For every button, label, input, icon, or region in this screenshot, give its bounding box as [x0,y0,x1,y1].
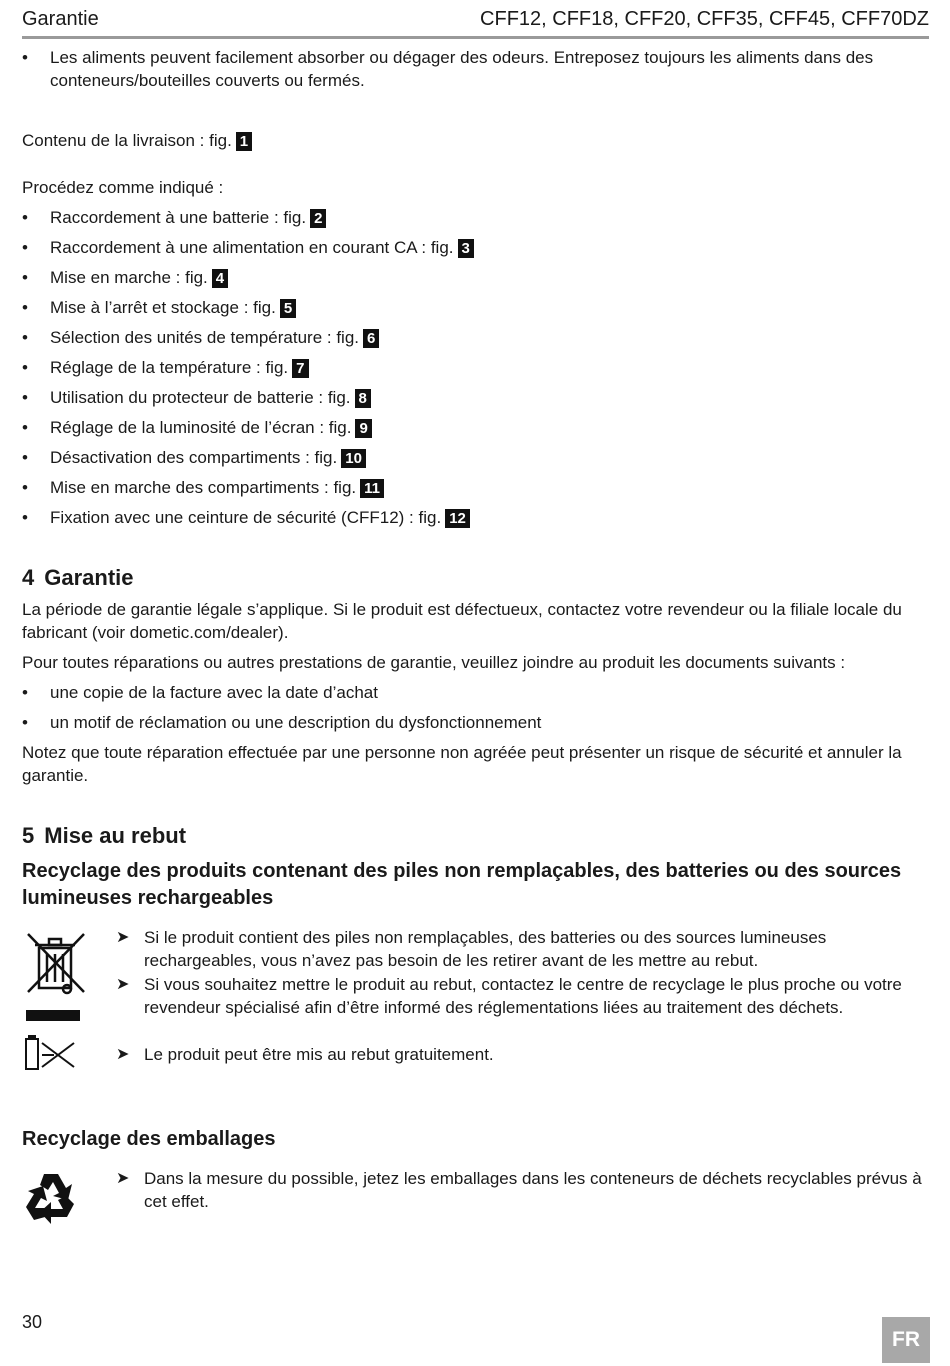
packaging-instruction-text: Dans la mesure du possible, jetez les emballages dans les conteneurs de déchets recyclables prévus à cet effet. [144,1169,922,1211]
procedure-item-text: Raccordement à une batterie : fig. [50,208,307,227]
fig-badge: 1 [236,132,252,151]
procedure-item [22,206,927,229]
section-heading-garantie [22,565,134,591]
bullet-dot: • [22,683,28,702]
header-section: Garantie [22,8,99,30]
disposal-instruction [116,1043,926,1066]
bullet-dot: • [22,208,28,227]
procedure-item [22,506,927,529]
bullet-dot: • [22,418,28,437]
arrow-icon: ➤ [116,976,130,993]
fig-badge: 3 [458,239,474,258]
procedure-item-text: Réglage de la température : fig. [50,358,289,377]
procedure-item [22,236,927,259]
disposal-instruction-text: Le produit peut être mis au rebut gratuitement. [144,1045,494,1064]
procedure-item-text: Mise en marche des compartiments : fig. [50,478,357,497]
bullet-dot: • [22,358,28,377]
procedure-item-text: Mise en marche : fig. [50,268,208,287]
procedure-item-text: Raccordement à une alimentation en courant CA : fig. [50,238,454,257]
garantie-paragraph: Notez que toute réparation effectuée par une personne non agréée peut présenter un risque de sécurité et annuler la garantie. [22,743,902,785]
fig-badge: 4 [212,269,228,288]
garantie-paragraph: La période de garantie légale s’applique. Si le produit est défectueux, contactez votre revendeur ou la filiale locale du fabricant (voir dometic.com/dealer). [22,600,902,642]
garantie-paragraph: Pour toutes réparations ou autres prestations de garantie, veuillez joindre au produit les documents suivants : [22,653,846,672]
fig-badge: 6 [363,329,379,348]
packaging-instruction [116,1167,926,1213]
fig-badge: 5 [280,299,296,318]
fig-badge: 8 [355,389,371,408]
procedure-item [22,326,927,349]
disposal-instruction [116,973,926,1019]
language-badge: FR [882,1317,930,1363]
procedure-item [22,446,927,469]
bullet-dot: • [22,298,28,317]
procedure-item [22,296,927,319]
section-title: Mise au rebut [44,823,187,848]
garantie-bullet-text: une copie de la facture avec la date d’achat [50,683,378,702]
fig-badge: 12 [445,509,470,528]
garantie-bullet-text: un motif de réclamation ou une description du dysfonctionnement [50,713,542,732]
subheading-packaging: Recyclage des emballages [22,1128,276,1150]
procedure-item [22,416,927,439]
bullet-dot: • [22,388,28,407]
page-number: 30 [22,1312,43,1332]
section-title: Garantie [44,565,134,590]
fig-badge: 11 [360,479,384,498]
section-number: 5 [22,823,35,848]
procedure-intro: Procédez comme indiqué : [22,178,224,197]
procedure-item-text: Réglage de la luminosité de l’écran : fig. [50,418,352,437]
garantie-bullet [22,681,927,704]
fig-badge: 7 [292,359,308,378]
subheading-batteries: Recyclage des produits contenant des piles non remplaçables, des batteries ou des sources lumineuses rechargeables [22,860,902,909]
disposal-instruction-text: Si le produit contient des piles non remplaçables, des batteries ou des sources lumineuses rechargeables, vous n’avez pas besoin de les retirer avant de les mettre au rebut. [144,928,827,970]
arrow-icon: ➤ [116,1170,130,1187]
intro-bullet [22,46,927,92]
intro-bullet-text: Les aliments peuvent facilement absorber ou dégager des odeurs. Entreposez toujours les aliments dans des conteneurs/bouteilles couverts ou fermés. [50,48,874,90]
bullet-dot: • [22,508,28,527]
bullet-dot: • [22,48,28,67]
procedure-item-text: Désactivation des compartiments : fig. [50,448,338,467]
procedure-item [22,476,927,499]
procedure-item [22,386,927,409]
fig-badge: 9 [355,419,371,438]
disposal-instruction [116,926,926,972]
bullet-dot: • [22,713,28,732]
arrow-icon: ➤ [116,929,130,946]
battery-cross-icon [24,1035,76,1073]
recycle-icon [22,1170,80,1228]
bullet-dot: • [22,238,28,257]
procedure-item-text: Fixation avec une ceinture de sécurité (CFF12) : fig. [50,508,442,527]
section-number: 4 [22,565,35,590]
page-header [22,8,929,39]
bullet-dot: • [22,328,28,347]
procedure-item [22,266,927,289]
fig-badge: 10 [341,449,366,468]
procedure-item-text: Mise à l’arrêt et stockage : fig. [50,298,276,317]
delivery-line [22,129,927,152]
delivery-text: Contenu de la livraison : fig. [22,131,232,150]
garantie-bullet [22,711,927,734]
bullet-dot: • [22,448,28,467]
arrow-icon: ➤ [116,1046,130,1063]
procedure-item-text: Sélection des unités de température : fig. [50,328,360,347]
fig-badge: 2 [310,209,326,228]
disposal-instruction-text: Si vous souhaitez mettre le produit au rebut, contactez le centre de recyclage le plus proche ou votre revendeur spécialisé afin d’être informé des réglementations liées au traitement des déchets. [144,975,902,1017]
procedure-item-text: Utilisation du protecteur de batterie : fig. [50,388,351,407]
procedure-item [22,356,927,379]
section-heading-rebut [22,823,186,849]
bullet-dot: • [22,268,28,287]
crossed-bin-icon [22,930,88,1025]
header-models: CFF12, CFF18, CFF20, CFF35, CFF45, CFF70DZ [480,8,929,30]
bullet-dot: • [22,478,28,497]
